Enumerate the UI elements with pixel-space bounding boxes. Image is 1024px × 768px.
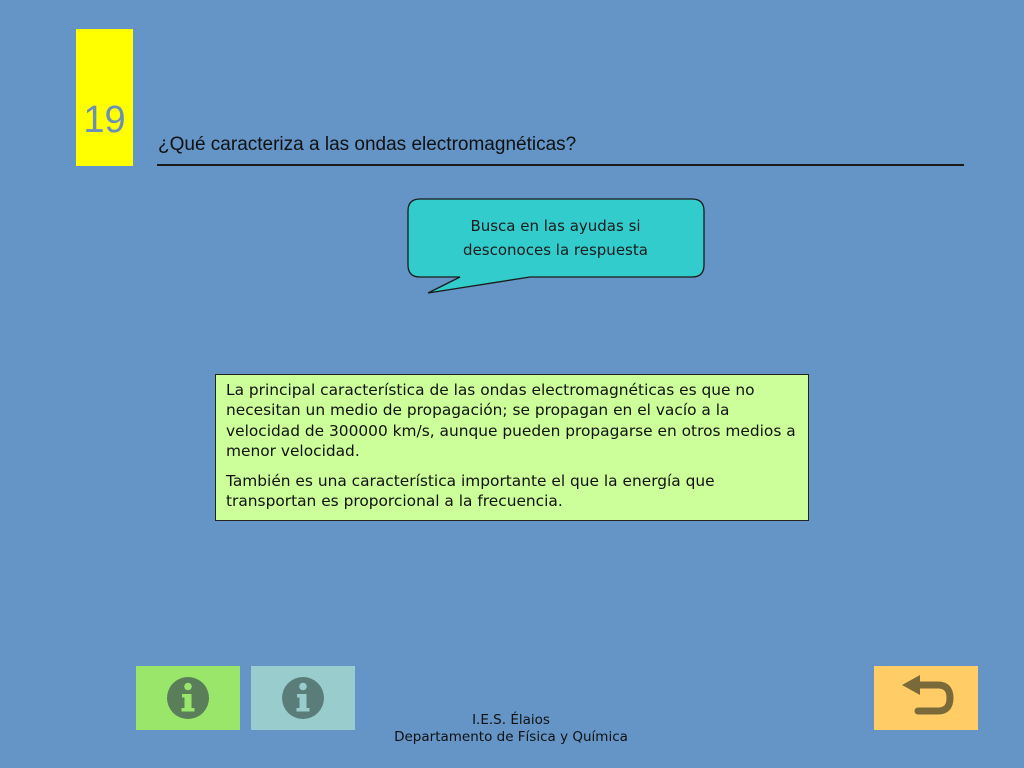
back-button[interactable] [874, 666, 978, 730]
title-divider [157, 164, 964, 166]
answer-paragraph-1: La principal característica de las ondas electromagnéticas es que no necesitan un medio de propagación; se propagan en el vacío a la velocidad de 300000 km/s, aunque pueden propagarse en otros medios a menor velocidad. [226, 381, 796, 461]
info-button-1[interactable] [136, 666, 240, 730]
return-arrow-icon [898, 675, 954, 721]
slide-number-badge [76, 29, 133, 166]
answer-box [215, 374, 809, 521]
info-button-2[interactable] [251, 666, 355, 730]
page-title: ¿Qué caracteriza a las ondas electromagnéticas? [158, 134, 577, 155]
footer-school: I.E.S. Élaios [472, 712, 550, 728]
info-icon [280, 675, 326, 721]
slide-number: 19 [83, 99, 126, 141]
answer-paragraph-2: También es una característica importante el que la energía que transportan es proporcional a la frecuencia. [226, 471, 715, 511]
footer-department: Departamento de Física y Química [394, 729, 628, 745]
info-icon [165, 675, 211, 721]
hint-line-2: desconoces la respuesta [463, 241, 648, 259]
footer [350, 712, 672, 746]
hint-line-1: Busca en las ayudas si [470, 217, 641, 235]
hint-text [408, 214, 703, 262]
